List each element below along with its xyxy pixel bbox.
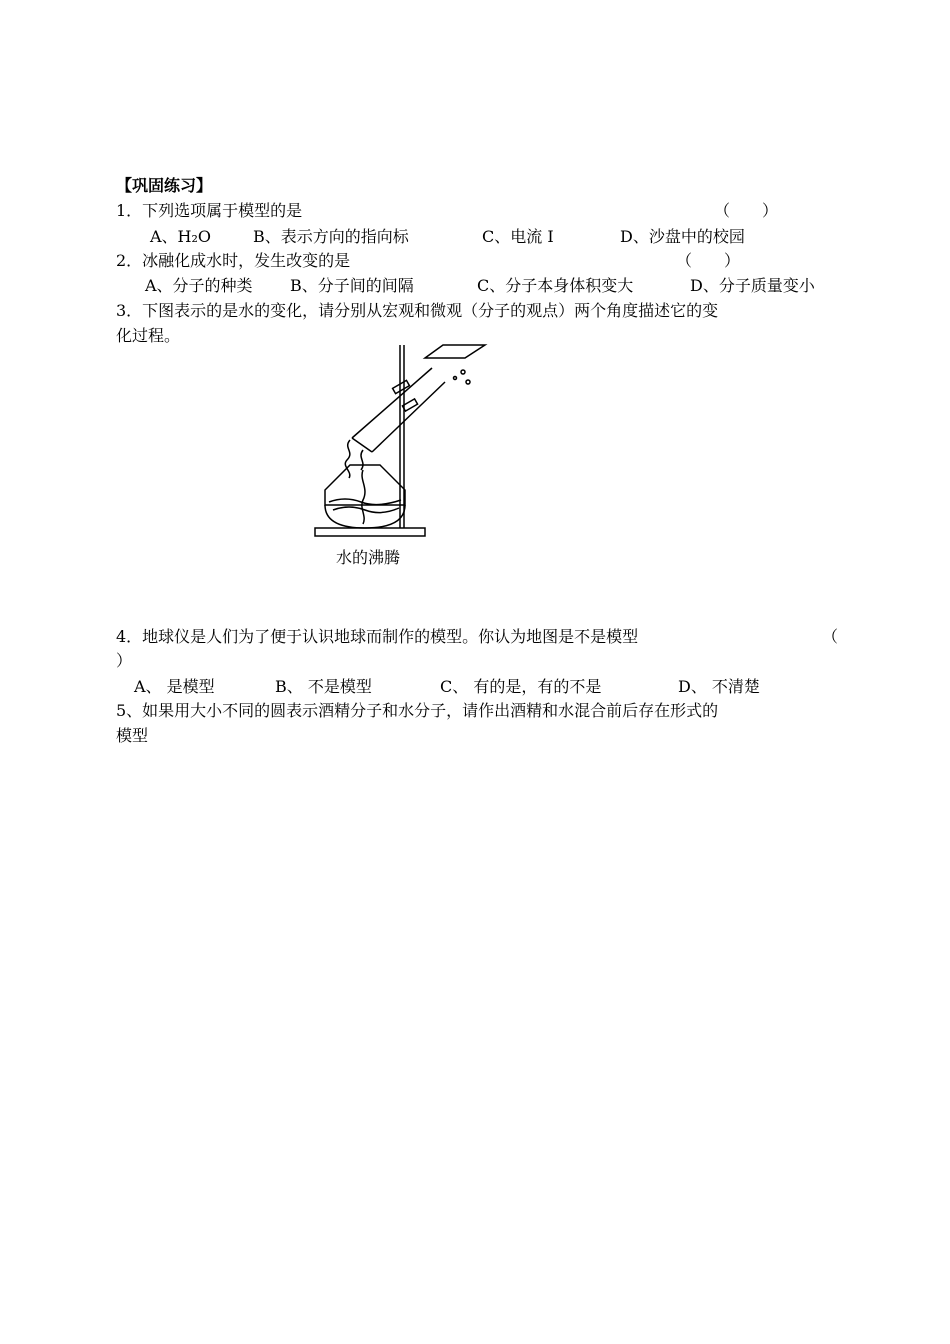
q4-bracket-open: （: [822, 627, 839, 646]
boiling-water-apparatus-figure: [305, 340, 495, 570]
q1-option-d: D、沙盘中的校园: [620, 227, 745, 246]
q4-option-b: B、 不是模型: [275, 677, 372, 696]
stand-base: [315, 528, 425, 536]
section-heading: 【巩固练习】: [116, 176, 213, 195]
q4-bracket-close: ）: [116, 651, 133, 670]
q3-line-2: 化过程。: [116, 326, 181, 345]
inclined-tube: [352, 368, 432, 438]
q4-stem: 4．地球仪是人们为了便于认识地球而制作的模型。你认为地图是不是模型: [116, 627, 639, 646]
q1-answer-bracket: （ ）: [714, 201, 779, 220]
q1-option-b: B、表示方向的指向标: [253, 227, 409, 246]
q2-option-a: A、分子的种类: [145, 276, 253, 295]
q5-line-2: 模型: [116, 726, 149, 745]
q2-option-b: B、分子间的间隔: [290, 276, 414, 295]
q1-option-c: C、电流 I: [482, 227, 554, 246]
q2-answer-bracket: （ ）: [676, 251, 741, 270]
q1-option-a: A、H₂O: [150, 227, 212, 246]
q2-option-c: C、分子本身体积变大: [477, 276, 634, 295]
q4-option-c: C、 有的是，有的不是: [440, 677, 602, 696]
q4-option-d: D、 不清楚: [678, 677, 760, 696]
figure-caption: 水的沸腾: [336, 548, 401, 567]
q2-stem: 2．冰融化成水时，发生改变的是: [116, 251, 351, 270]
q2-option-d: D、分子质量变小: [690, 276, 815, 295]
cover-plate: [425, 345, 485, 358]
q1-stem: 1．下列选项属于模型的是: [116, 201, 303, 220]
q4-option-a: A、 是模型: [134, 677, 215, 696]
q5-line-1: 5、如果用大小不同的圆表示酒精分子和水分子，请作出酒精和水混合前后存在形式的: [116, 701, 719, 720]
q3-line-1: 3．下图表示的是水的变化，请分别从宏观和微观（分子的观点）两个角度描述它的变: [116, 301, 719, 320]
